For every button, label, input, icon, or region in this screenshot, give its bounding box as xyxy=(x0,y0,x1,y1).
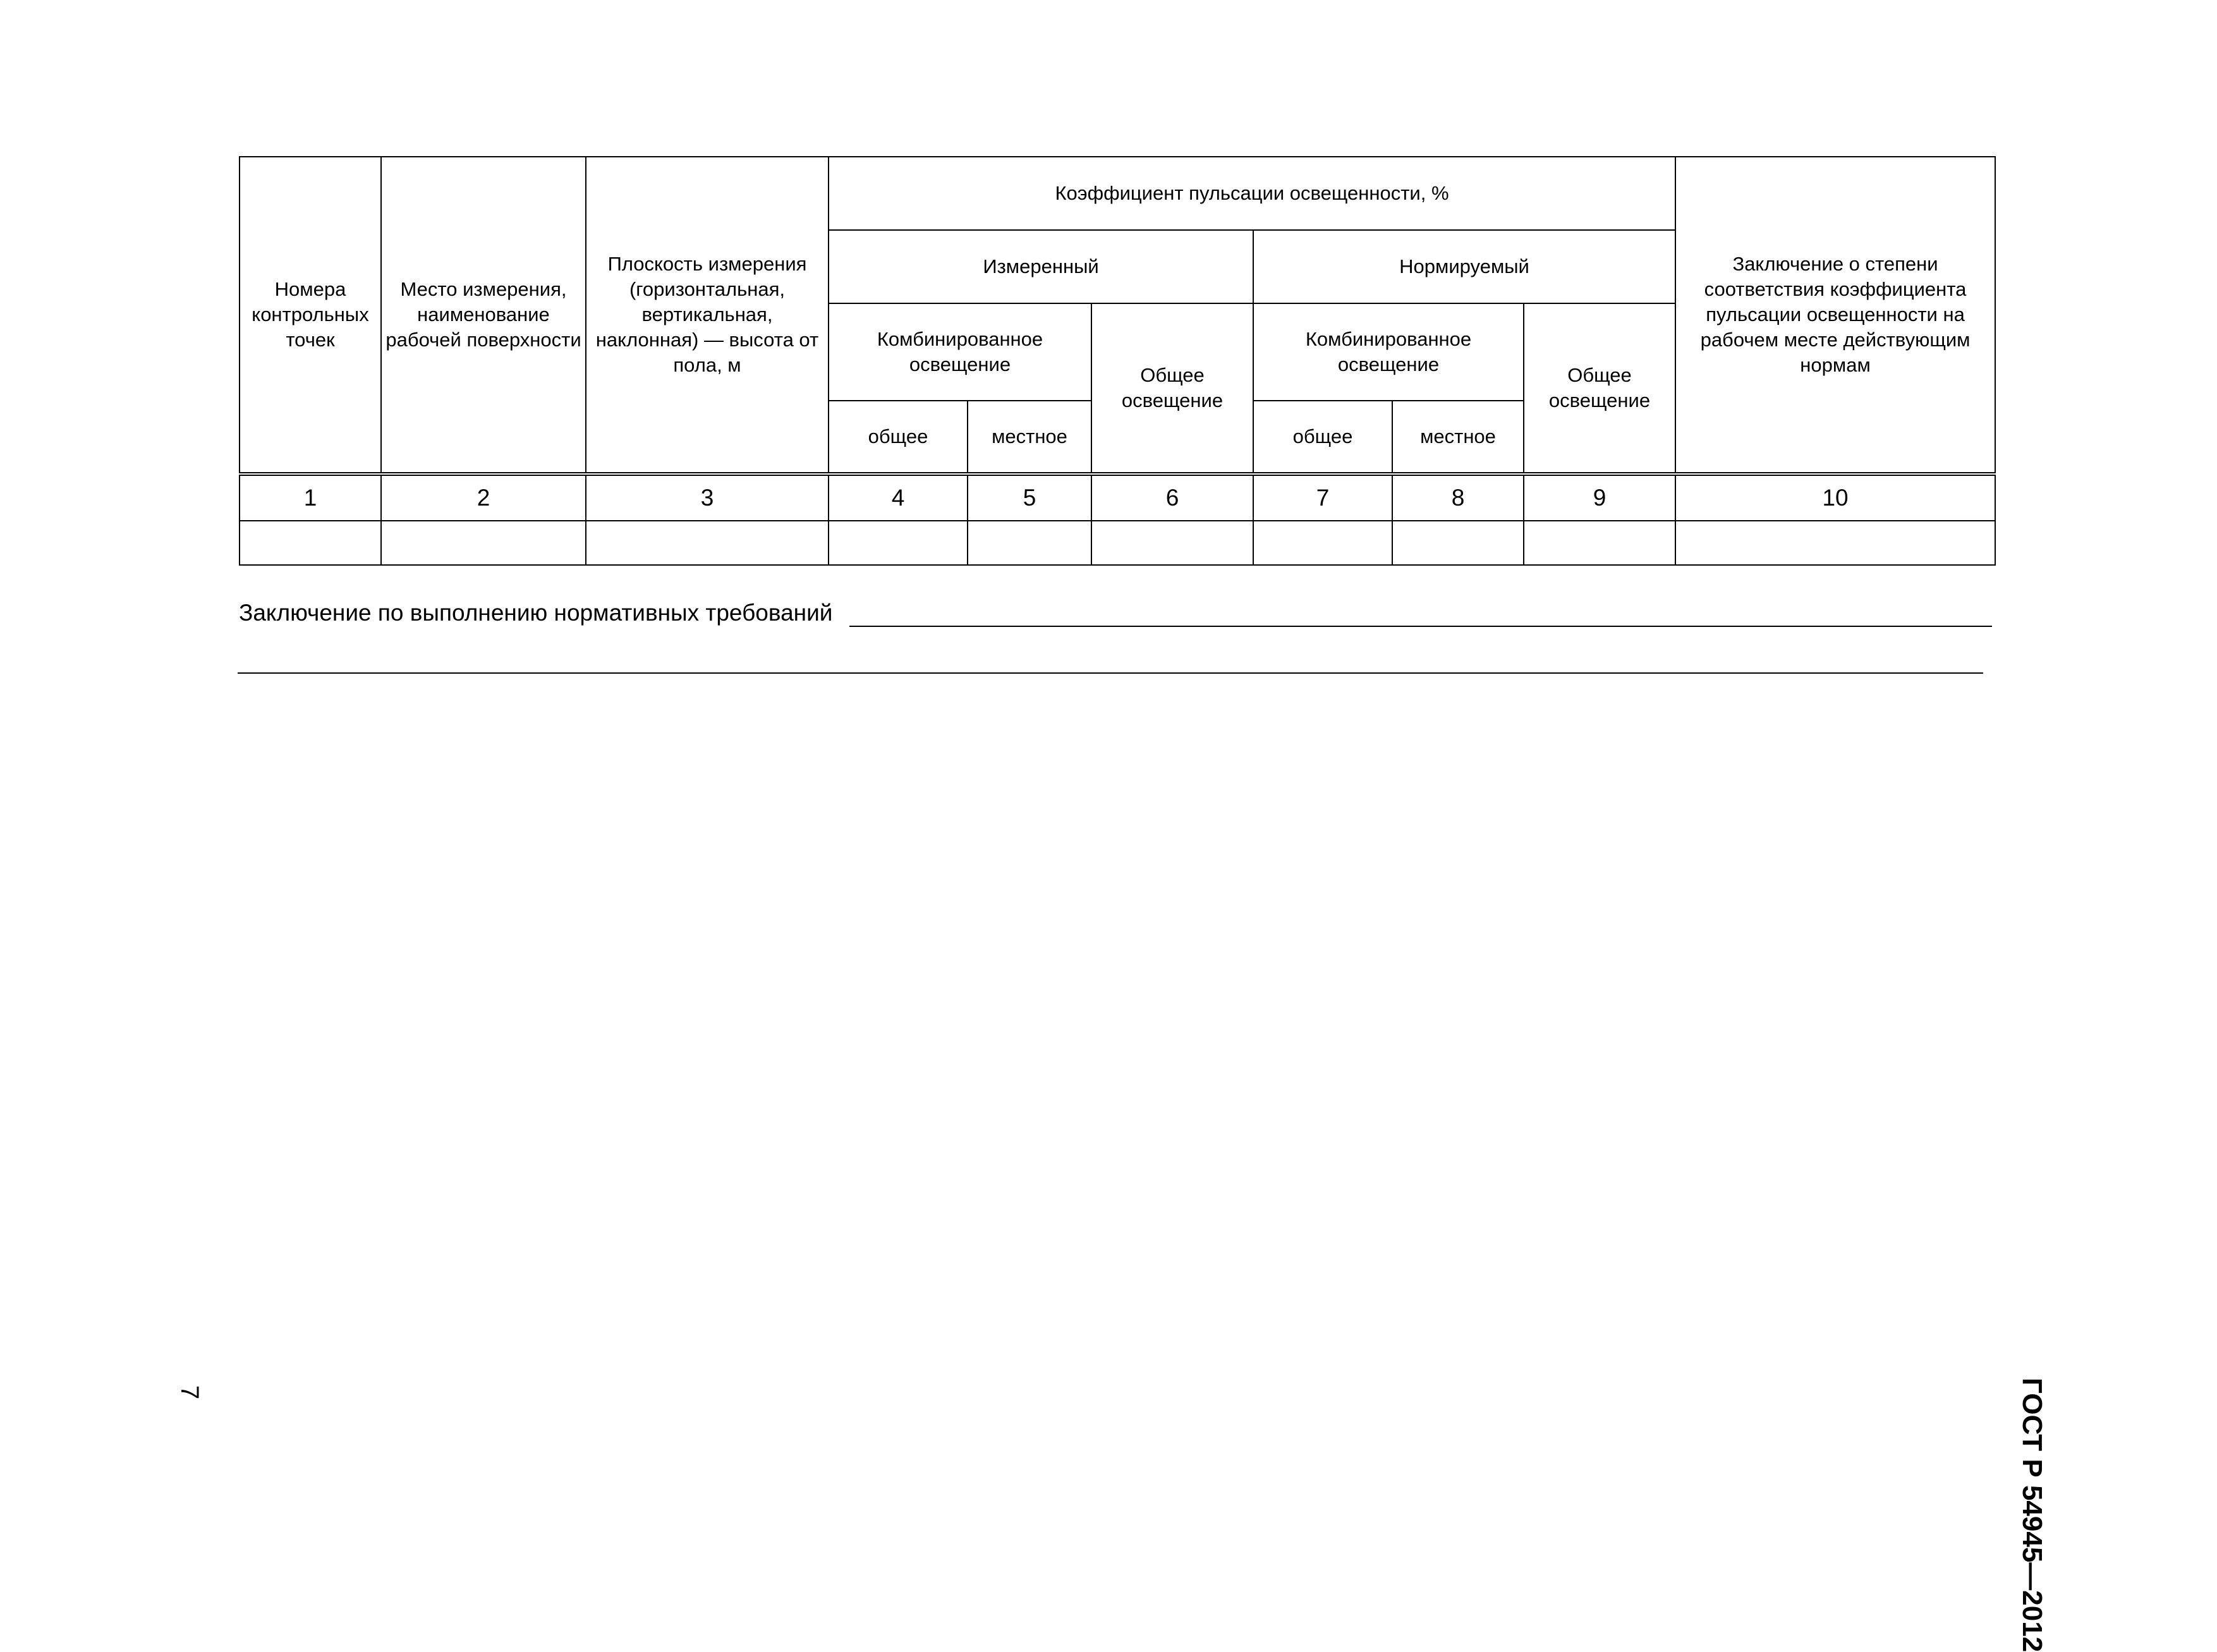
header-measurement-place: Место измерения, наименование рабочей поверхности xyxy=(381,157,586,474)
empty-cell[interactable] xyxy=(586,521,829,565)
empty-cell[interactable] xyxy=(1392,521,1524,565)
empty-cell[interactable] xyxy=(1524,521,1675,565)
header-general-measured: общее xyxy=(829,401,968,474)
header-conclusion: Заключение о степени соответствия коэффициента пульсации освещенности на рабочем месте действующим нормам xyxy=(1675,157,1995,474)
column-number: 5 xyxy=(968,474,1091,521)
empty-cell[interactable] xyxy=(381,521,586,565)
empty-cell[interactable] xyxy=(968,521,1091,565)
document-code: ГОСТ Р 54945—2012 xyxy=(2017,1378,2048,1652)
header-general-normative: общее xyxy=(1253,401,1392,474)
header-pulsation-coefficient: Коэффициент пульсации освещенности, % xyxy=(829,157,1675,230)
conclusion-fill-line-2[interactable] xyxy=(238,672,1983,674)
empty-cell[interactable] xyxy=(1675,521,1995,565)
column-number: 8 xyxy=(1392,474,1524,521)
empty-cell[interactable] xyxy=(1091,521,1253,565)
header-general-lighting-normative: Общее освещение xyxy=(1524,303,1675,474)
header-measurement-plane: Плоскость измерения (горизонтальная, вертикальная, наклонная) — высота от пола, м xyxy=(586,157,829,474)
conclusion-label: Заключение по выполнению нормативных требований xyxy=(239,600,833,626)
header-local-normative: местное xyxy=(1392,401,1524,474)
header-control-points: Номера контрольных точек xyxy=(240,157,381,474)
column-number: 10 xyxy=(1675,474,1995,521)
header-general-lighting-measured: Общее освещение xyxy=(1091,303,1253,474)
empty-cell[interactable] xyxy=(240,521,381,565)
header-measured: Измеренный xyxy=(829,230,1253,303)
page-number: 7 xyxy=(176,1385,203,1400)
header-combined-normative: Комбинированное освещение xyxy=(1253,303,1524,401)
conclusion-fill-line[interactable] xyxy=(849,626,1992,627)
header-row-1 xyxy=(240,157,1995,230)
empty-data-row xyxy=(240,521,1995,565)
empty-cell[interactable] xyxy=(829,521,968,565)
column-number: 3 xyxy=(586,474,829,521)
column-number: 6 xyxy=(1091,474,1253,521)
header-local-measured: местное xyxy=(968,401,1091,474)
column-number-row xyxy=(240,474,1995,521)
header-normative: Нормируемый xyxy=(1253,230,1675,303)
column-number: 1 xyxy=(240,474,381,521)
column-number: 9 xyxy=(1524,474,1675,521)
column-number: 4 xyxy=(829,474,968,521)
column-number: 2 xyxy=(381,474,586,521)
column-number: 7 xyxy=(1253,474,1392,521)
header-combined-measured: Комбинированное освещение xyxy=(829,303,1091,401)
empty-cell[interactable] xyxy=(1253,521,1392,565)
pulsation-coefficient-table xyxy=(239,156,1996,566)
